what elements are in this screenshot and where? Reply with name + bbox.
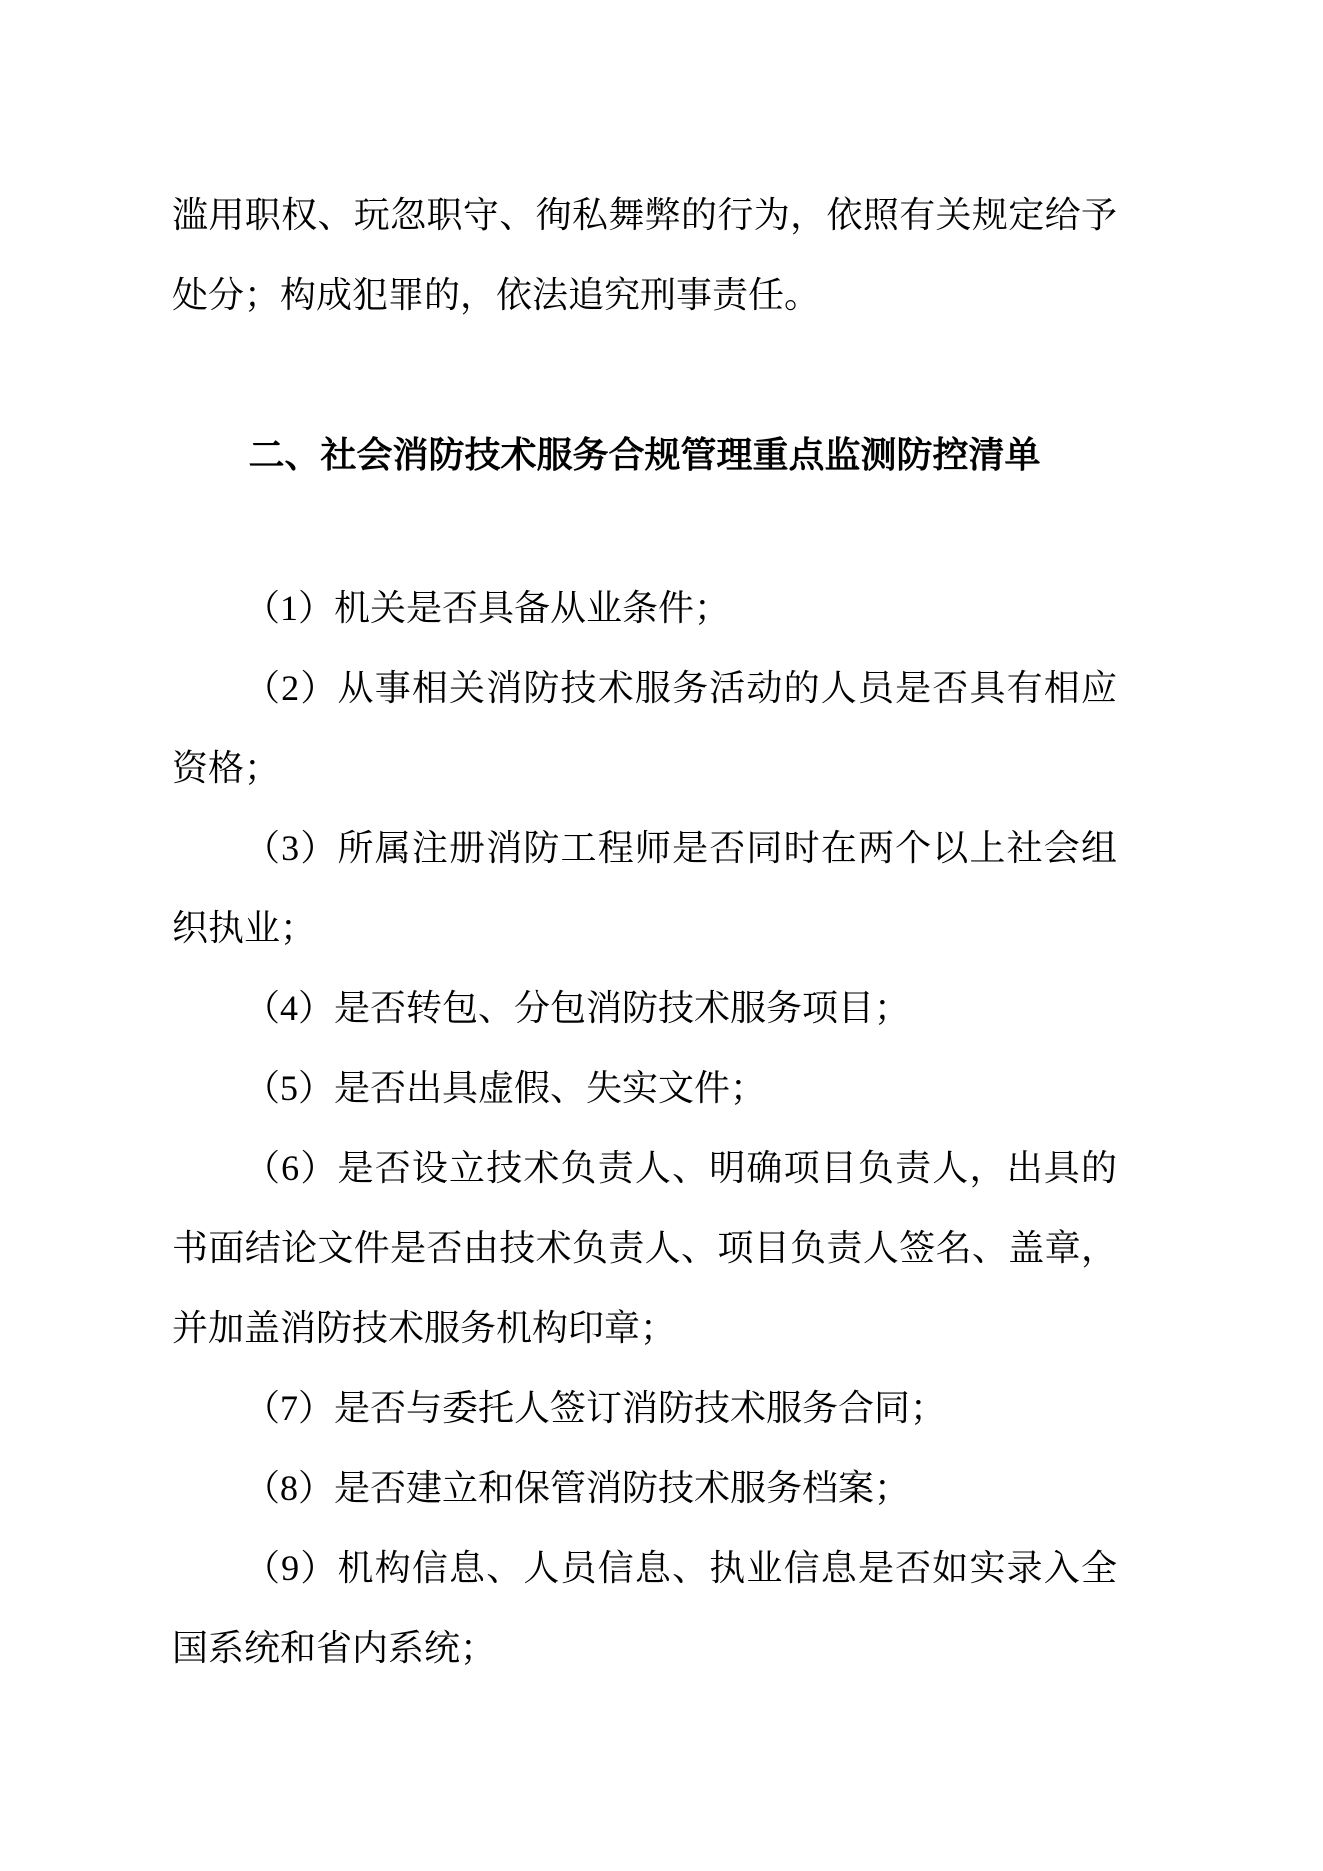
list-item-2: （2）从事相关消防技术服务活动的人员是否具有相应资格； (172, 668, 1117, 788)
list-item-6: （6）是否设立技术负责人、明确项目负责人，出具的书面结论文件是否由技术负责人、项目负责人签名、盖章，并加盖消防技术服务机构印章； (172, 1148, 1117, 1348)
compliance-checklist (172, 568, 1117, 1688)
list-item-7: （7）是否与委托人签订消防技术服务合同； (244, 1388, 947, 1428)
section-heading: 二、社会消防技术服务合规管理重点监测防控清单 (248, 434, 1041, 475)
list-item-8: （8）是否建立和保管消防技术服务档案； (244, 1468, 911, 1508)
list-item-9: （9）机构信息、人员信息、执业信息是否如实录入全国系统和省内系统； (172, 1548, 1117, 1668)
list-item-1: （1）机关是否具备从业条件； (244, 588, 731, 628)
list-item-3: （3）所属注册消防工程师是否同时在两个以上社会组织执业； (172, 828, 1117, 948)
list-item-4: （4）是否转包、分包消防技术服务项目； (244, 988, 911, 1028)
paragraph-continuation: 滥用职权、玩忽职守、徇私舞弊的行为，依照有关规定给予处分；构成犯罪的，依法追究刑事责任。 (172, 195, 1117, 315)
list-item-5: （5）是否出具虚假、失实文件； (244, 1068, 767, 1108)
